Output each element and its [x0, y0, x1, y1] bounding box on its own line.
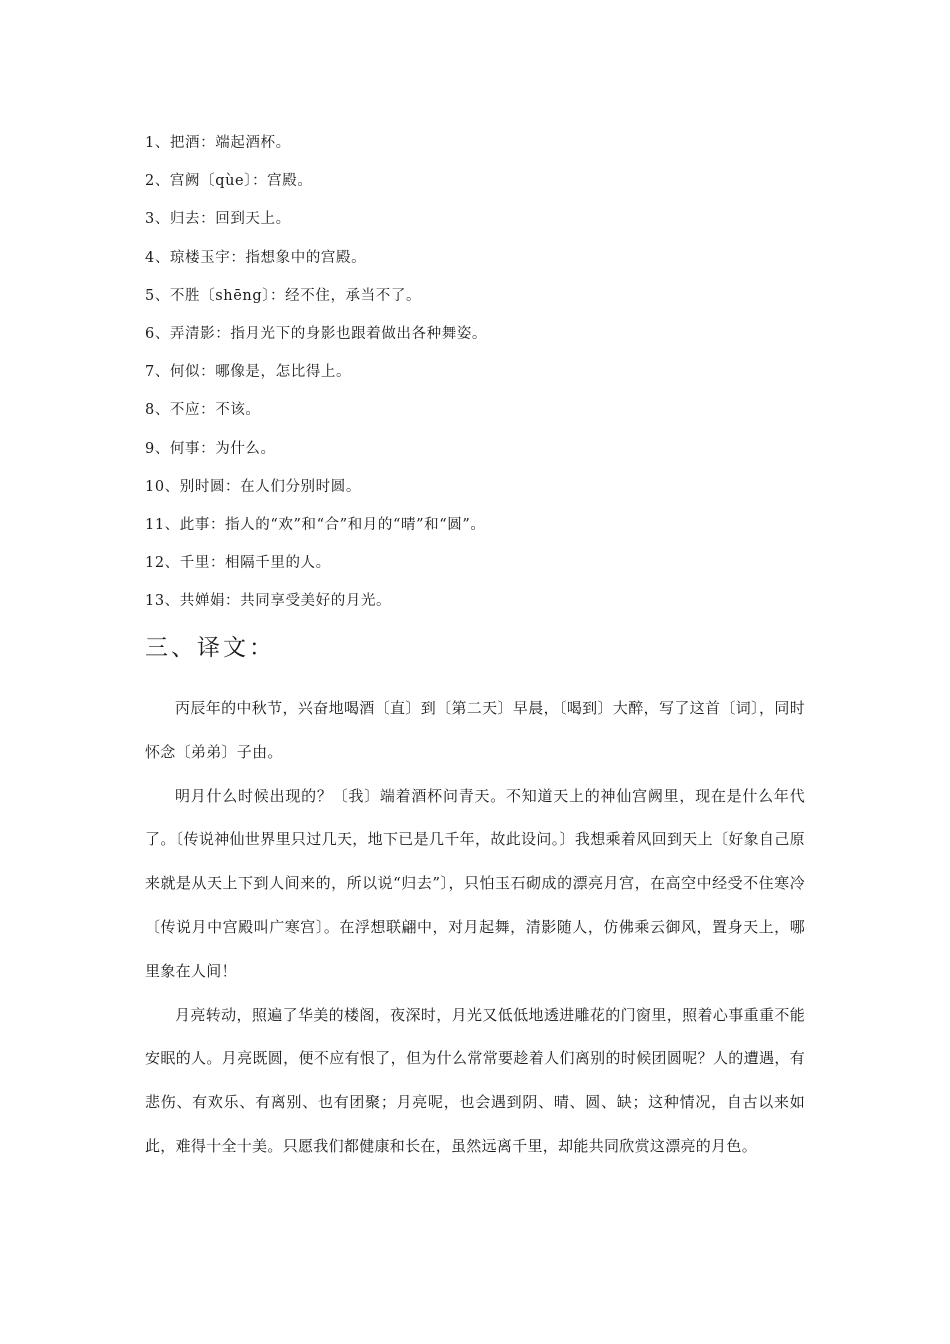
translation-body	[145, 687, 805, 1169]
section-heading: 三、译文：	[145, 635, 275, 661]
annotation-item: 12、千里：相隔千里的人。	[145, 555, 331, 572]
annotation-item: 1、把酒：端起酒杯。	[145, 135, 291, 151]
annotation-item: 7、何似：哪像是，怎比得上。	[145, 364, 352, 381]
annotation-item: 8、不应：不该。	[145, 402, 261, 419]
annotation-item: 9、何事：为什么。	[145, 440, 276, 457]
annotation-item: 2、宫阙〔qùe〕：宫殿。	[145, 173, 313, 190]
annotation-list	[145, 124, 825, 620]
translation-paragraph: 丙辰年的中秋节，兴奋地喝酒〔直〕到〔第二天〕早晨，〔喝到〕大醉，写了这首〔词〕，同时怀念〔弟弟〕子由。	[145, 699, 805, 761]
translation-paragraph: 月亮转动，照遍了华美的楼阁，夜深时，月光又低低地透进雕花的门窗里，照着心事重重不能安眠的人。月亮既圆，便不应有恨了，但为什么常常要趁着人们离别的时候团圆呢？人的遭遇，有悲伤、有欢乐、有离别、也有团聚；月亮呢，也会遇到阴、晴、圆、缺；这种情况，自古以来如此，难得十全十美。只愿我们都健康和长在，虽然远离千里，却能共同欣赏这漂亮的月色。	[145, 1005, 805, 1155]
annotation-item: 6、弄清影：指月光下的身影也跟着做出各种舞姿。	[145, 325, 488, 342]
translation-paragraph: 明月什么时候出现的？〔我〕端着酒杯问青天。不知道天上的神仙宫阙里，现在是什么年代了。〔传说神仙世界里只过几天，地下已是几千年，故此设问。〕我想乘着风回到天上〔好象自己原来就是从天上下到人间来的，所以说“归去”〕，只怕玉石砌成的漂亮月宫，在高空中经受不住寒冷〔传说月中宫殿叫广寒宫〕。在浮想联翩中，对月起舞，清影随人，仿佛乘云御风，置身天上，哪里象在人间！	[145, 786, 805, 980]
annotation-item: 11、此事：指人的“欢”和“合”和月的“晴”和“圆”。	[145, 516, 486, 533]
annotation-item: 4、琼楼玉宇：指想象中的宫殿。	[145, 249, 367, 266]
annotation-item: 5、不胜〔shēng〕：经不住，承当不了。	[145, 287, 422, 304]
annotation-item: 10、别时圆：在人们分别时圆。	[145, 478, 361, 495]
annotation-item: 13、共婵娟：共同享受美好的月光。	[145, 593, 392, 610]
annotation-item: 3、归去：回到天上。	[145, 211, 291, 228]
